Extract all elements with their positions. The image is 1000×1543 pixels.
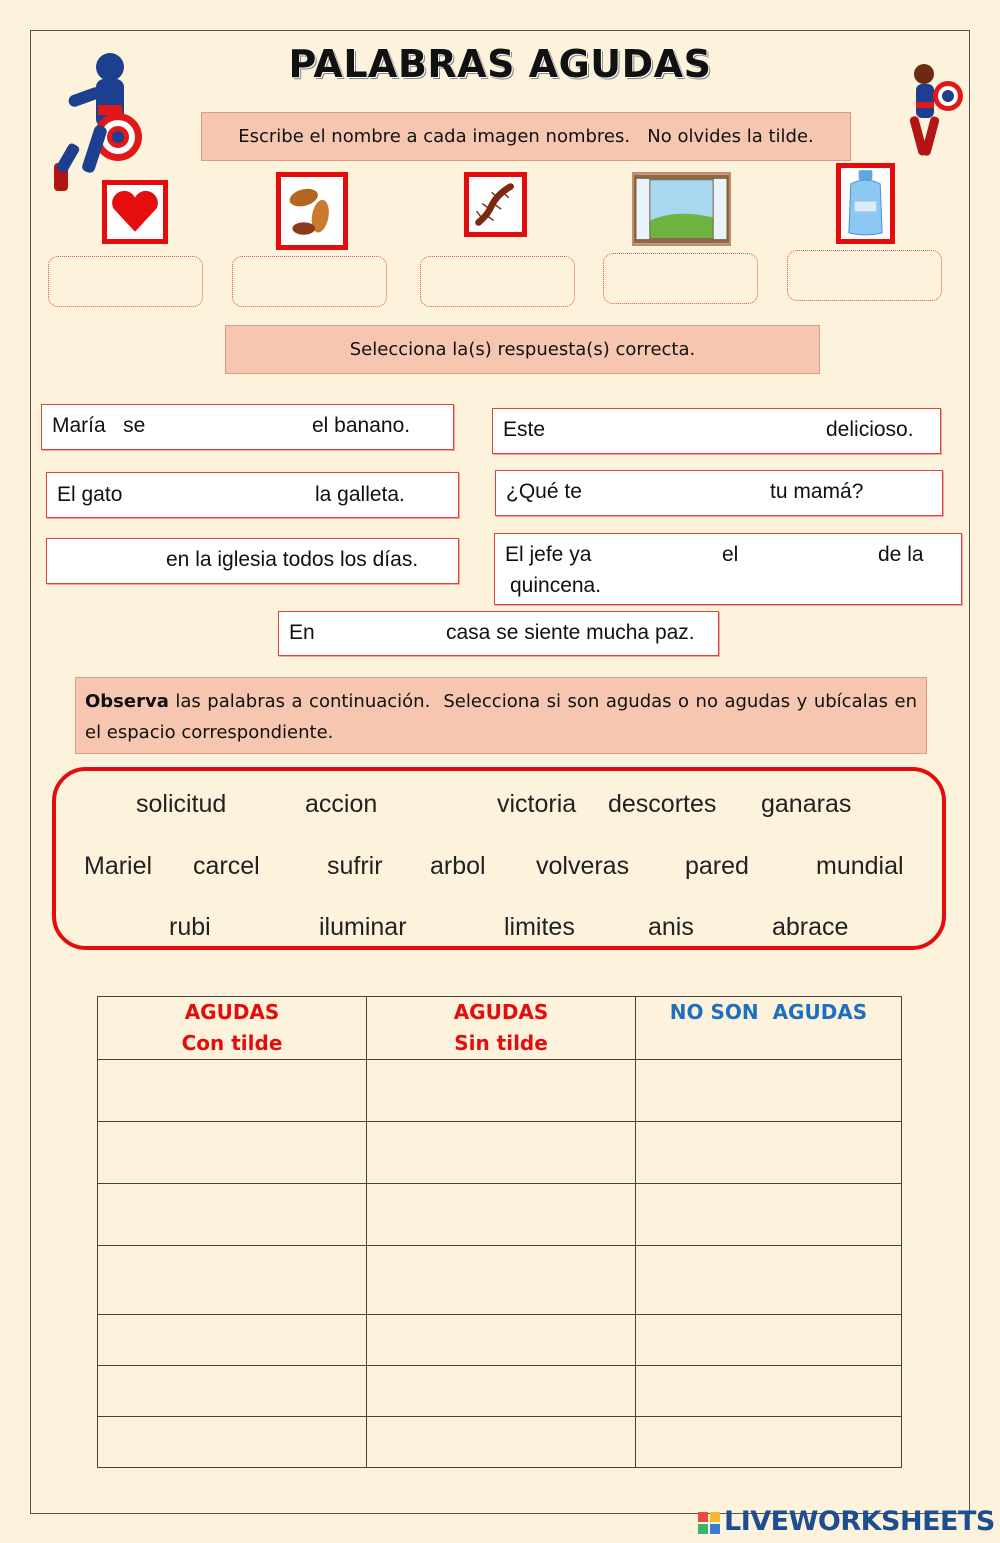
drop-cell[interactable] bbox=[636, 1315, 902, 1366]
header-line: Con tilde bbox=[181, 1031, 283, 1055]
word-chip[interactable]: pared bbox=[685, 852, 749, 880]
sentence-text: el bbox=[722, 543, 739, 566]
sentence-text: ¿Qué te bbox=[506, 480, 582, 503]
drop-cell[interactable] bbox=[636, 1122, 902, 1184]
sentence-3 bbox=[46, 472, 459, 518]
header-line: AGUDAS bbox=[453, 1000, 549, 1024]
table-row bbox=[98, 1122, 902, 1184]
table-row bbox=[98, 1060, 902, 1122]
brand-logo-text: LIVEWORKSHEETS bbox=[724, 1506, 995, 1537]
page-title: PALABRAS AGUDAS bbox=[288, 42, 712, 86]
table-row bbox=[98, 1184, 902, 1246]
sentence-text: tu mamá? bbox=[770, 480, 864, 503]
sentence-6 bbox=[494, 533, 962, 605]
instruction-banner-observe bbox=[75, 677, 927, 754]
sentence-text: en la iglesia todos los días. bbox=[166, 548, 419, 571]
word-chip[interactable]: iluminar bbox=[319, 913, 407, 941]
drop-cell[interactable] bbox=[98, 1246, 367, 1315]
sentence-text: de la bbox=[878, 543, 924, 566]
sentence-7 bbox=[278, 611, 719, 656]
picture-answer-input-3[interactable] bbox=[420, 256, 575, 307]
liveworksheets-logo-icon bbox=[698, 1512, 720, 1534]
drop-cell[interactable] bbox=[367, 1315, 636, 1366]
word-chip[interactable]: ganaras bbox=[761, 790, 852, 818]
drop-cell[interactable] bbox=[367, 1366, 636, 1417]
word-chip[interactable]: victoria bbox=[497, 790, 577, 818]
picture-centipede bbox=[464, 172, 527, 237]
drop-cell[interactable] bbox=[98, 1122, 367, 1184]
classification-table bbox=[97, 996, 902, 1468]
word-chip[interactable]: limites bbox=[504, 913, 575, 941]
drop-cell[interactable] bbox=[636, 1366, 902, 1417]
drop-cell[interactable] bbox=[367, 1184, 636, 1246]
instruction-banner-select bbox=[225, 325, 820, 374]
word-chip[interactable]: carcel bbox=[193, 852, 260, 880]
drop-cell[interactable] bbox=[98, 1315, 367, 1366]
picture-answer-input-2[interactable] bbox=[232, 256, 387, 307]
word-chip[interactable]: descortes bbox=[608, 790, 717, 818]
header-no-agudas bbox=[636, 997, 902, 1060]
picture-shampoo bbox=[836, 163, 895, 244]
sentence-text: El gato bbox=[57, 483, 123, 506]
sentence-text: la galleta. bbox=[315, 483, 405, 506]
sentence-text: El jefe ya bbox=[505, 543, 592, 566]
drop-cell[interactable] bbox=[636, 1184, 902, 1246]
header-agudas-sin-tilde bbox=[367, 997, 636, 1060]
word-chip[interactable]: sufrir bbox=[327, 852, 383, 880]
sentence-text: delicioso. bbox=[826, 418, 914, 441]
drop-cell[interactable] bbox=[367, 1122, 636, 1184]
word-chip[interactable]: rubi bbox=[169, 913, 211, 941]
table-header-row bbox=[98, 997, 902, 1060]
word-chip[interactable]: mundial bbox=[816, 852, 904, 880]
sentence-text: casa se siente mucha paz. bbox=[446, 621, 695, 644]
picture-answer-input-4[interactable] bbox=[603, 253, 758, 304]
sentence-2 bbox=[492, 408, 941, 454]
header-line: Sin tilde bbox=[454, 1031, 548, 1055]
instruction-text: Selecciona la(s) respuesta(s) correcta. bbox=[349, 339, 696, 360]
peanuts-icon bbox=[281, 177, 343, 245]
drop-cell[interactable] bbox=[98, 1184, 367, 1246]
word-chip[interactable]: Mariel bbox=[84, 852, 153, 880]
heart-icon bbox=[107, 185, 163, 239]
table-row bbox=[98, 1246, 902, 1315]
picture-answer-input-1[interactable] bbox=[48, 256, 203, 307]
table-row bbox=[98, 1366, 902, 1417]
header-line: NO SON AGUDAS bbox=[669, 1000, 868, 1024]
word-chip[interactable]: arbol bbox=[430, 852, 486, 880]
word-chip[interactable]: solicitud bbox=[136, 790, 227, 818]
shampoo-bottle-icon bbox=[841, 168, 890, 239]
sentence-5 bbox=[46, 538, 459, 584]
word-chip[interactable]: accion bbox=[305, 790, 378, 818]
sentence-text: el banano. bbox=[312, 414, 411, 437]
picture-answer-input-5[interactable] bbox=[787, 250, 942, 301]
sentence-text: quincena. bbox=[510, 574, 602, 597]
header-agudas-con-tilde bbox=[98, 997, 367, 1060]
word-chip[interactable]: abrace bbox=[772, 913, 849, 941]
drop-cell[interactable] bbox=[636, 1417, 902, 1468]
drop-cell[interactable] bbox=[98, 1060, 367, 1122]
drop-cell[interactable] bbox=[367, 1060, 636, 1122]
sentence-text: Este bbox=[503, 418, 546, 441]
sentence-text: En bbox=[289, 621, 315, 644]
word-chip[interactable]: volveras bbox=[536, 852, 630, 880]
drop-cell[interactable] bbox=[367, 1417, 636, 1468]
window-icon bbox=[634, 174, 729, 244]
table-row bbox=[98, 1417, 902, 1468]
sentence-1 bbox=[41, 404, 454, 450]
header-line: AGUDAS bbox=[184, 1000, 280, 1024]
sentence-4 bbox=[495, 470, 943, 516]
centipede-icon bbox=[469, 177, 522, 232]
drop-cell[interactable] bbox=[367, 1246, 636, 1315]
observe-bold: Observa bbox=[85, 691, 169, 712]
instruction-text: Escribe el nombre a cada imagen nombres. No olvides la tilde. bbox=[238, 126, 814, 147]
picture-peanuts bbox=[276, 172, 348, 250]
drop-cell[interactable] bbox=[98, 1417, 367, 1468]
table-row bbox=[98, 1315, 902, 1366]
drop-cell[interactable] bbox=[636, 1246, 902, 1315]
picture-heart bbox=[102, 180, 168, 244]
drop-cell[interactable] bbox=[98, 1366, 367, 1417]
picture-window bbox=[632, 172, 731, 246]
instruction-banner-write bbox=[201, 112, 851, 161]
word-chip[interactable]: anis bbox=[648, 913, 694, 941]
drop-cell[interactable] bbox=[636, 1060, 902, 1122]
observe-text: las palabras a continuación. Selecciona si son agudas o no agudas y ubícalas en el espacio correspondiente. bbox=[85, 691, 923, 743]
sentence-text: María se bbox=[52, 414, 146, 437]
